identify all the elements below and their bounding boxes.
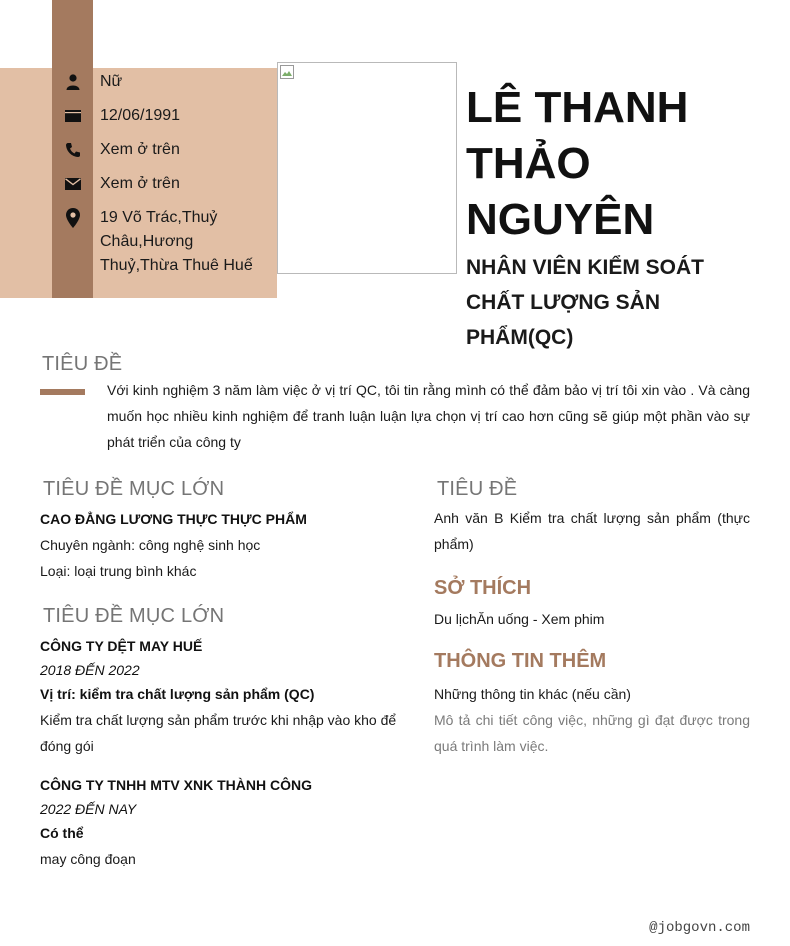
additional-heading: THÔNG TIN THÊM [434, 650, 607, 672]
skills-text: Anh văn B Kiểm tra chất lượng sản phẩm (thực phẩm) [434, 510, 750, 552]
birthday-text: 12/06/1991 [100, 107, 181, 124]
phone-text: Xem ở trên [100, 141, 180, 158]
contact-address [60, 206, 272, 278]
contact-gender [60, 70, 272, 94]
education-section [40, 478, 410, 584]
address-text: 19 Võ Trác,Thuỷ Châu,Hương Thuỷ,Thừa Thuê Huế [100, 209, 253, 274]
hobbies-text: Du lịchĂn uống - Xem phim [434, 611, 605, 627]
candidate-name: LÊ THANH THẢO NGUYÊN [466, 83, 689, 244]
job-period: 2022 ĐẾN NAY [40, 801, 137, 817]
job-position: Vị trí: kiểm tra chất lượng sản phẩm (QC) [40, 686, 315, 702]
education-heading: TIÊU ĐỀ MỤC LỚN [43, 478, 225, 500]
summary-accent-bar [40, 389, 85, 395]
experience-section [40, 605, 410, 872]
additional-line-1: Những thông tin khác (nếu cần) [434, 686, 631, 702]
job-company: CÔNG TY TNHH MTV XNK THÀNH CÔNG [40, 777, 312, 793]
gender-text: Nữ [100, 73, 123, 90]
contact-phone [60, 138, 272, 162]
experience-heading: TIÊU ĐỀ MỤC LỚN [43, 605, 225, 627]
job-description: may công đoạn [40, 851, 136, 867]
summary-heading: TIÊU ĐỀ [42, 353, 123, 375]
job-description: Kiểm tra chất lượng sản phẩm trước khi nhập vào kho để đóng gói [40, 712, 397, 754]
education-major: Chuyên ngành: công nghệ sinh học [40, 537, 261, 553]
summary-text: Với kinh nghiệm 3 năm làm việc ở vị trí QC, tôi tin rằng mình có thể đảm bảo vị trí tôi xin vào . Và càng muốn học nhiều kinh nghiệm để tranh luận luận lựa chọn vị trí cao hơn cũng sẽ giúp một phần vào sự phát triển của công ty [107, 382, 750, 450]
job-company: CÔNG TY DỆT MAY HUẾ [40, 638, 203, 654]
calendar-icon [60, 104, 86, 128]
education-grade: Loại: loại trung bình khác [40, 563, 197, 579]
additional-line-2: Mô tả chi tiết công việc, những gì đạt được trong quá trình làm việc. [434, 712, 750, 754]
job-entry [40, 773, 410, 872]
envelope-icon [60, 172, 86, 196]
job-position: Có thể [40, 825, 84, 841]
contact-birthday [60, 104, 272, 128]
broken-image-icon [280, 65, 294, 79]
skills-heading: TIÊU ĐỀ [437, 478, 518, 500]
footer-credit: @jobgovn.com [649, 920, 750, 936]
hobbies-section [434, 577, 750, 632]
location-pin-icon [60, 206, 86, 230]
profile-photo [277, 62, 457, 274]
additional-section [434, 650, 750, 759]
contact-email [60, 172, 272, 196]
skills-section [434, 478, 750, 557]
job-period: 2018 ĐẾN 2022 [40, 662, 140, 678]
job-title: NHÂN VIÊN KIỂM SOÁT CHẤT LƯỢNG SẢN PHẨM(QC) [466, 256, 705, 349]
job-entry [40, 634, 410, 759]
school-name: CAO ĐẲNG LƯƠNG THỰC THỰC PHẨM [40, 511, 307, 527]
email-text: Xem ở trên [100, 175, 180, 192]
hobbies-heading: SỞ THÍCH [434, 577, 532, 599]
phone-icon [60, 138, 86, 162]
person-icon [60, 70, 86, 94]
